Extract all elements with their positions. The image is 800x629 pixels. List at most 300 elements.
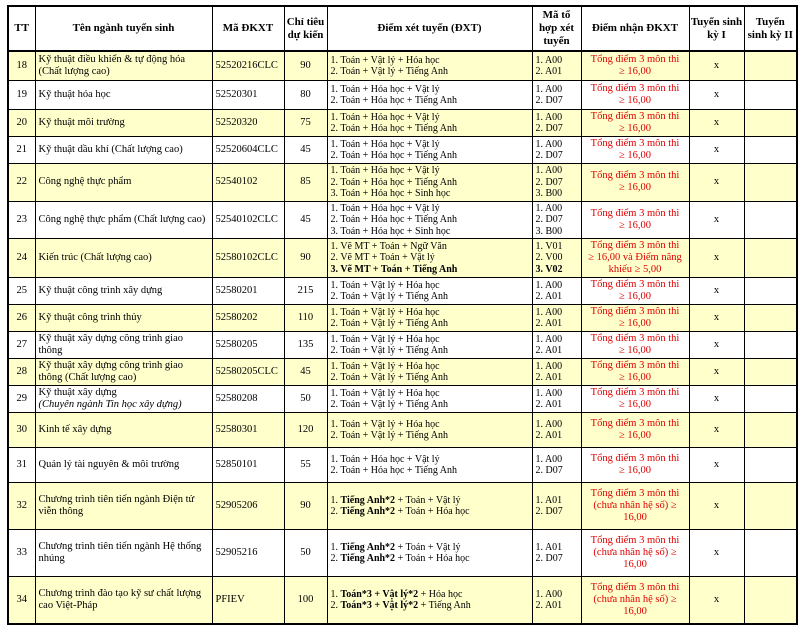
exam-combination-line: 1. Toán + Vật lý + Hóa học <box>330 360 440 372</box>
score-threshold-cell <box>581 448 689 483</box>
combo-code-cell <box>532 305 581 332</box>
semester1-mark-cell: x <box>689 81 744 110</box>
combo-code-cell <box>532 359 581 386</box>
major-name-cell <box>35 483 212 530</box>
exam-combination-line <box>331 553 529 565</box>
exam-combination-line: 3. Toán + Hóa học + Sinh học <box>330 188 451 199</box>
quota-cell: 120 <box>284 413 327 448</box>
exam-combination-cell <box>327 530 532 577</box>
table-row <box>8 413 797 448</box>
score-threshold-cell <box>581 164 689 202</box>
combo-code-line: 2. D07 <box>535 214 563 225</box>
score-threshold-cell <box>581 51 689 81</box>
exam-combination-line: 2. Toán + Vật lý + Tiếng Anh <box>330 318 448 329</box>
major-name-cell <box>35 305 212 332</box>
exam-combination-cell <box>327 81 532 110</box>
text-segment: 1. <box>330 588 341 600</box>
column-header-combo-code: Mã tổ hợp xét tuyển <box>532 6 581 51</box>
major-name-subtitle: (Chuyên ngành Tin học xây dựng) <box>38 399 182 410</box>
row-number-cell: 34 <box>8 577 35 625</box>
combo-code-line: 3. B00 <box>535 188 563 199</box>
combo-code-line: 2. A01 <box>535 318 563 329</box>
exam-combination-cell <box>327 239 532 278</box>
combo-code-line: 1. A00 <box>535 83 563 95</box>
exam-combination-line: 2. Toán + Hóa học + Tiếng Anh <box>330 176 458 188</box>
score-threshold-line: Tổng điểm 3 môn thi <box>590 333 680 344</box>
exam-combination-cell <box>327 448 532 483</box>
exam-combination-line: 1. Toán + Hóa học + Vật lý <box>330 111 440 123</box>
table-header <box>8 6 797 51</box>
major-name-cell <box>35 577 212 625</box>
quota-cell: 215 <box>284 278 327 305</box>
code-cell: 52580205CLC <box>212 359 284 386</box>
combo-code-line <box>536 264 578 276</box>
combo-code-line: 1. A00 <box>535 54 563 66</box>
combo-code-line: 1. A00 <box>535 165 563 176</box>
code-cell: 52580208 <box>212 386 284 413</box>
exam-combination-line: 2. Toán + Hóa học + Tiếng Anh <box>330 95 458 106</box>
admissions-table <box>7 5 798 625</box>
semester1-mark-cell: x <box>689 386 744 413</box>
code-cell: 52580102CLC <box>212 239 284 278</box>
text-segment: Tiếng Anh*2 <box>340 553 396 564</box>
exam-combination-cell <box>327 332 532 359</box>
major-name-cell <box>35 278 212 305</box>
major-name-cell <box>35 239 212 278</box>
major-name: Kỹ thuật công trình thủy <box>38 312 142 323</box>
code-cell: PFIEV <box>212 577 284 625</box>
text-segment: 2. <box>330 506 341 517</box>
table-body <box>8 51 797 624</box>
semester1-mark-cell: x <box>689 448 744 483</box>
combo-code-line: 1. A00 <box>535 387 563 399</box>
score-threshold-line: ≥ 16,00 <box>618 66 651 77</box>
exam-combination-line: 1. Toán + Hóa học + Vật lý <box>330 138 440 150</box>
major-name: Quản lý tài nguyên & môi trường <box>38 459 180 470</box>
exam-combination-line: 1. Toán + Hóa học + Vật lý <box>330 165 440 176</box>
code-cell: 52540102 <box>212 164 284 202</box>
quota-cell: 85 <box>284 164 327 202</box>
exam-combination-line <box>331 495 529 507</box>
table-row <box>8 278 797 305</box>
code-cell: 52520320 <box>212 110 284 137</box>
row-number-cell: 27 <box>8 332 35 359</box>
score-threshold-line: ≥ 16,00 <box>618 291 651 302</box>
exam-combination-line: 1. Toán + Vật lý + Hóa học <box>330 418 440 430</box>
score-threshold-cell <box>581 305 689 332</box>
exam-combination-line <box>331 506 529 518</box>
score-threshold-line: Tổng điểm 3 môn thi <box>590 170 680 182</box>
text-segment: + Toán + Hóa học <box>395 553 470 564</box>
table-row <box>8 110 797 137</box>
semester2-mark-cell <box>744 278 797 305</box>
exam-combination-line <box>331 600 529 612</box>
text-segment: Toán*3 + Vật lý*2 <box>340 588 419 600</box>
semester2-mark-cell <box>744 530 797 577</box>
semester1-mark-cell: x <box>689 359 744 386</box>
table-row <box>8 483 797 530</box>
table-row <box>8 386 797 413</box>
combo-code-cell <box>532 483 581 530</box>
combo-code-line: 1. A00 <box>535 202 563 214</box>
text-segment: Tiếng Anh*2 <box>340 506 396 517</box>
score-threshold-cell <box>581 239 689 278</box>
major-name: Kỹ thuật hóa học <box>38 89 111 100</box>
code-cell: 52520604CLC <box>212 137 284 164</box>
score-threshold-line: ≥ 16,00 <box>618 95 651 106</box>
row-number-cell: 26 <box>8 305 35 332</box>
row-number-cell: 20 <box>8 110 35 137</box>
combo-code-cell <box>532 164 581 202</box>
row-number-cell: 32 <box>8 483 35 530</box>
text-segment: 2. <box>330 600 341 611</box>
combo-code-cell <box>532 201 581 239</box>
major-name-cell <box>35 137 212 164</box>
semester1-mark-cell: x <box>689 530 744 577</box>
combo-code-line: 1. A00 <box>535 138 563 150</box>
score-threshold-line: (chưa nhân hệ số) ≥ 16,00 <box>593 500 677 523</box>
major-name-cell <box>35 413 212 448</box>
major-name: Kỹ thuật xây dựng công trình giao thông (Chất lượng cao) <box>38 360 183 383</box>
semester2-mark-cell <box>744 413 797 448</box>
text-segment: + Toán + Vật lý <box>395 494 461 506</box>
combo-code-line: 1. A00 <box>535 418 563 430</box>
semester1-mark-cell: x <box>689 577 744 625</box>
quota-cell: 135 <box>284 332 327 359</box>
text-segment: + Hóa học <box>418 588 463 600</box>
exam-combination-line: 2. Toán + Hóa học + Tiếng Anh <box>330 465 458 476</box>
combo-code-cell <box>532 530 581 577</box>
score-threshold-line: Tổng điểm 3 môn thi <box>590 418 680 429</box>
major-name: Chương trình đào tạo kỹ sư chất lượng cao Việt-Pháp <box>38 588 202 611</box>
major-name: Kinh tế xây dựng <box>38 424 112 435</box>
code-cell: 52580202 <box>212 305 284 332</box>
semester2-mark-cell <box>744 305 797 332</box>
combo-code-line: 1. A01 <box>535 541 563 553</box>
combo-code-line: 2. D07 <box>535 95 563 106</box>
exam-combination-line <box>331 264 529 276</box>
code-cell: 52540102CLC <box>212 201 284 239</box>
row-number-cell: 33 <box>8 530 35 577</box>
score-threshold-cell <box>581 278 689 305</box>
exam-combination-line: 1. Toán + Vật lý + Hóa học <box>330 387 440 399</box>
score-threshold-line: Tổng điểm 3 môn thi <box>590 279 680 290</box>
column-header-exam-score: Điểm xét tuyển (ĐXT) <box>327 6 532 51</box>
score-threshold-cell <box>581 530 689 577</box>
quota-cell: 75 <box>284 110 327 137</box>
row-number-cell: 21 <box>8 137 35 164</box>
table-row <box>8 530 797 577</box>
code-cell: 52905216 <box>212 530 284 577</box>
score-threshold-line: ≥ 16,00 <box>618 318 651 329</box>
score-threshold-cell <box>581 81 689 110</box>
table-row <box>8 305 797 332</box>
text-segment: 1. <box>330 494 341 506</box>
combo-code-line: 2. A01 <box>535 372 563 383</box>
combo-code-cell <box>532 448 581 483</box>
major-name-cell <box>35 164 212 202</box>
exam-combination-cell <box>327 359 532 386</box>
semester1-mark-cell: x <box>689 483 744 530</box>
exam-combination-line: 2. Toán + Vật lý + Tiếng Anh <box>330 291 448 302</box>
score-threshold-line: Tổng điểm 3 môn thi <box>590 488 680 499</box>
combo-code-line: 1. A00 <box>535 306 563 318</box>
exam-combination-cell <box>327 51 532 81</box>
column-header-quota: Chỉ tiêu dự kiến <box>284 6 327 51</box>
semester1-mark-cell: x <box>689 137 744 164</box>
semester2-mark-cell <box>744 448 797 483</box>
combo-code-line: 2. A01 <box>535 291 563 302</box>
row-number-cell: 18 <box>8 51 35 81</box>
score-threshold-line: Tổng điểm 3 môn thi <box>590 306 680 317</box>
score-threshold-line: Tổng điểm 3 môn thi <box>590 83 680 94</box>
score-threshold-line: ≥ 16,00 <box>618 372 651 383</box>
exam-combination-line: 1. Toán + Vật lý + Hóa học <box>330 306 440 318</box>
score-threshold-line: ≥ 16,00 <box>618 430 651 441</box>
score-threshold-line: ≥ 16,00 <box>618 345 651 356</box>
combo-code-cell <box>532 332 581 359</box>
quota-cell: 100 <box>284 577 327 625</box>
semester1-mark-cell: x <box>689 413 744 448</box>
major-name-cell <box>35 448 212 483</box>
combo-code-cell <box>532 81 581 110</box>
code-cell: 52580205 <box>212 332 284 359</box>
major-name-cell <box>35 81 212 110</box>
semester2-mark-cell <box>744 51 797 81</box>
exam-combination-line <box>331 589 529 601</box>
text-segment: Tiếng Anh*2 <box>340 494 396 506</box>
major-name: Kỹ thuật xây dựng <box>38 387 117 398</box>
table-row <box>8 577 797 625</box>
score-threshold-line: Tổng điểm 3 môn thi <box>590 453 680 464</box>
major-name: Chương trình tiên tiến ngành Điện tử viễn thông <box>38 494 195 517</box>
major-name: Kỹ thuật môi trường <box>38 117 125 128</box>
quota-cell: 45 <box>284 201 327 239</box>
score-threshold-line: Tổng điểm 3 môn thi <box>590 360 680 371</box>
exam-combination-line: 2. Vẽ MT + Toán + Vật lý <box>330 252 435 264</box>
combo-code-line: 1. A00 <box>535 360 563 372</box>
column-header-code: Mã ĐKXT <box>212 6 284 51</box>
exam-combination-line: 1. Toán + Vật lý + Hóa học <box>330 54 440 66</box>
combo-code-cell <box>532 577 581 625</box>
exam-combination-line: 2. Toán + Hóa học + Tiếng Anh <box>330 123 458 134</box>
table-row <box>8 332 797 359</box>
exam-combination-line: 2. Toán + Vật lý + Tiếng Anh <box>330 345 448 356</box>
table-row <box>8 201 797 239</box>
combo-code-line: 2. A01 <box>535 66 563 77</box>
text-segment: 2. <box>330 553 341 564</box>
header-row <box>8 6 797 51</box>
score-threshold-line: ≥ 16,00 và Điểm năng <box>588 252 682 263</box>
score-threshold-line: ≥ 16,00 <box>618 150 651 161</box>
score-threshold-line: Tổng điểm 3 môn thi <box>590 207 680 219</box>
score-threshold-line: Tổng điểm 3 môn thi <box>590 535 680 546</box>
exam-combination-cell <box>327 201 532 239</box>
semester2-mark-cell <box>744 110 797 137</box>
combo-code-line: 2. D07 <box>535 150 563 161</box>
major-name: Kỹ thuật công trình xây dựng <box>38 285 163 296</box>
major-name-cell <box>35 332 212 359</box>
quota-cell: 110 <box>284 305 327 332</box>
score-threshold-cell <box>581 386 689 413</box>
major-name: Kiến trúc (Chất lượng cao) <box>38 252 152 263</box>
text-segment: Toán*3 + Vật lý*2 <box>340 600 419 611</box>
exam-combination-cell <box>327 577 532 625</box>
exam-combination-cell <box>327 386 532 413</box>
score-threshold-line: Tổng điểm 3 môn thi <box>590 582 680 593</box>
score-threshold-line: ≥ 16,00 <box>618 123 651 134</box>
combo-code-line: 1. A00 <box>535 453 563 465</box>
score-threshold-cell <box>581 359 689 386</box>
semester2-mark-cell <box>744 332 797 359</box>
table-row <box>8 359 797 386</box>
table-row <box>8 51 797 81</box>
semester1-mark-cell: x <box>689 239 744 278</box>
score-threshold-line: (chưa nhân hệ số) ≥ 16,00 <box>593 594 677 617</box>
code-cell: 52520301 <box>212 81 284 110</box>
combo-code-line: 2. D07 <box>535 123 563 134</box>
exam-combination-line: 3. Toán + Hóa học + Sinh học <box>330 225 451 237</box>
score-threshold-line: Tổng điểm 3 môn thi <box>590 54 680 65</box>
score-threshold-line: ≥ 16,00 <box>618 399 651 410</box>
row-number-cell: 25 <box>8 278 35 305</box>
exam-combination-line: 1. Toán + Hóa học + Vật lý <box>330 202 440 214</box>
row-number-cell: 30 <box>8 413 35 448</box>
major-name-cell <box>35 386 212 413</box>
score-threshold-line: (chưa nhân hệ số) ≥ 16,00 <box>593 547 677 570</box>
score-threshold-line: ≥ 16,00 <box>618 219 651 231</box>
quota-cell: 50 <box>284 530 327 577</box>
score-threshold-line: ≥ 16,00 <box>618 182 651 194</box>
quota-cell: 90 <box>284 51 327 81</box>
exam-combination-cell <box>327 110 532 137</box>
exam-combination-cell <box>327 137 532 164</box>
text-segment: 3. Vẽ MT + Toán + Tiếng Anh <box>330 263 458 275</box>
row-number-cell: 28 <box>8 359 35 386</box>
score-threshold-line: Tổng điểm 3 môn thi <box>590 138 680 149</box>
exam-combination-line: 2. Toán + Vật lý + Tiếng Anh <box>330 66 448 77</box>
semester2-mark-cell <box>744 359 797 386</box>
row-number-cell: 23 <box>8 201 35 239</box>
exam-combination-cell <box>327 278 532 305</box>
exam-combination-line: 2. Toán + Vật lý + Tiếng Anh <box>330 430 448 441</box>
column-header-tt: TT <box>8 6 35 51</box>
combo-code-line: 2. V00 <box>535 252 563 264</box>
score-threshold-line: ≥ 16,00 <box>618 465 651 476</box>
column-header-major-name: Tên ngành tuyển sinh <box>35 6 212 51</box>
semester2-mark-cell <box>744 386 797 413</box>
table-row <box>8 448 797 483</box>
quota-cell: 45 <box>284 137 327 164</box>
semester1-mark-cell: x <box>689 332 744 359</box>
score-threshold-cell <box>581 201 689 239</box>
combo-code-line: 2. A01 <box>535 600 563 611</box>
combo-code-line: 2. D07 <box>535 553 563 564</box>
exam-combination-line: 1. Vẽ MT + Toán + Ngữ Văn <box>330 240 447 252</box>
score-threshold-line: Tổng điểm 3 môn thi <box>590 387 680 398</box>
score-threshold-line: Tổng điểm 3 môn thi <box>590 111 680 122</box>
text-segment: Tiếng Anh*2 <box>340 541 396 553</box>
semester2-mark-cell <box>744 81 797 110</box>
semester1-mark-cell: x <box>689 164 744 202</box>
exam-combination-line: 1. Toán + Hóa học + Vật lý <box>330 83 440 95</box>
quota-cell: 45 <box>284 359 327 386</box>
combo-code-line: 2. A01 <box>535 345 563 356</box>
major-name: Công nghệ thực phẩm <box>38 176 132 188</box>
score-threshold-line: khiếu ≥ 5,00 <box>608 264 662 275</box>
combo-code-cell <box>532 239 581 278</box>
code-cell: 52520216CLC <box>212 51 284 81</box>
text-segment: 3. V02 <box>535 263 563 275</box>
exam-combination-line: 2. Toán + Vật lý + Tiếng Anh <box>330 399 448 410</box>
score-threshold-cell <box>581 137 689 164</box>
score-threshold-cell <box>581 332 689 359</box>
code-cell: 52905206 <box>212 483 284 530</box>
code-cell: 52850101 <box>212 448 284 483</box>
table-row <box>8 81 797 110</box>
combo-code-line: 1. A00 <box>535 588 563 600</box>
semester2-mark-cell <box>744 164 797 202</box>
combo-code-line: 1. A01 <box>535 494 563 506</box>
exam-combination-line: 1. Toán + Vật lý + Hóa học <box>330 279 440 291</box>
major-name-cell <box>35 201 212 239</box>
combo-code-line: 2. A01 <box>535 399 563 410</box>
combo-code-cell <box>532 386 581 413</box>
score-threshold-cell <box>581 413 689 448</box>
text-segment: + Toán + Hóa học <box>395 506 470 517</box>
exam-combination-cell <box>327 483 532 530</box>
major-name-cell <box>35 530 212 577</box>
code-cell: 52580201 <box>212 278 284 305</box>
column-header-semester2: Tuyển sinh kỳ II <box>744 6 797 51</box>
combo-code-cell <box>532 51 581 81</box>
table-row <box>8 137 797 164</box>
exam-combination-cell <box>327 413 532 448</box>
exam-combination-line: 2. Toán + Hóa học + Tiếng Anh <box>330 150 458 161</box>
score-threshold-cell <box>581 577 689 625</box>
combo-code-line: 1. A00 <box>535 333 563 345</box>
quota-cell: 90 <box>284 239 327 278</box>
major-name-cell <box>35 110 212 137</box>
quota-cell: 50 <box>284 386 327 413</box>
combo-code-line: 2. D07 <box>535 506 563 517</box>
combo-code-line: 1. V01 <box>535 240 563 252</box>
row-number-cell: 31 <box>8 448 35 483</box>
row-number-cell: 29 <box>8 386 35 413</box>
combo-code-line: 3. B00 <box>535 225 563 237</box>
major-name-cell <box>35 359 212 386</box>
quota-cell: 90 <box>284 483 327 530</box>
major-name: Kỹ thuật dầu khí (Chất lượng cao) <box>38 144 183 155</box>
code-cell: 52580301 <box>212 413 284 448</box>
score-threshold-line: Tổng điểm 3 môn thi <box>590 240 680 251</box>
combo-code-line: 2. A01 <box>535 430 563 441</box>
row-number-cell: 19 <box>8 81 35 110</box>
column-header-semester1: Tuyển sinh kỳ I <box>689 6 744 51</box>
major-name: Kỹ thuật xây dựng công trình giao thông <box>38 333 183 356</box>
row-number-cell: 24 <box>8 239 35 278</box>
table-row <box>8 239 797 278</box>
combo-code-cell <box>532 413 581 448</box>
combo-code-cell <box>532 110 581 137</box>
combo-code-line: 1. A00 <box>535 279 563 291</box>
combo-code-line: 2. D07 <box>535 176 563 188</box>
exam-combination-line <box>331 542 529 554</box>
column-header-threshold: Điểm nhận ĐKXT <box>581 6 689 51</box>
semester2-mark-cell <box>744 577 797 625</box>
quota-cell: 55 <box>284 448 327 483</box>
exam-combination-line: 1. Toán + Hóa học + Vật lý <box>330 453 440 465</box>
